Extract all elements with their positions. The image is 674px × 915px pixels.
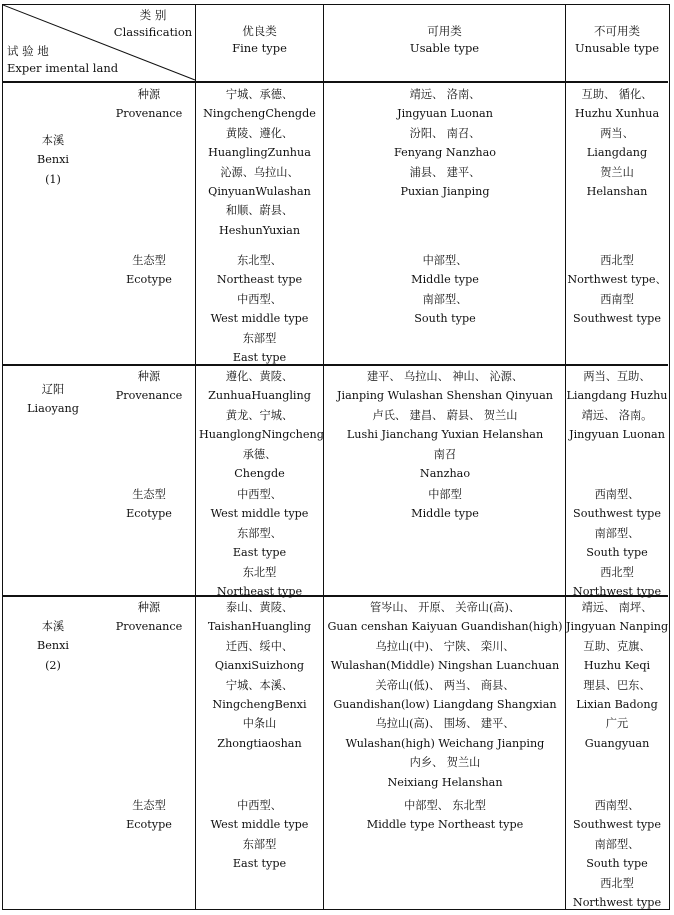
- cell-line-part: Suizhong: [251, 659, 305, 673]
- cell-line: [199, 163, 320, 182]
- cell-line: 种源: [137, 370, 161, 383]
- cell-line-part: Chengde: [265, 107, 316, 121]
- cell-line-part: Zunhua: [267, 146, 311, 160]
- cell-line: (1): [45, 172, 61, 186]
- cell-line: East type: [232, 351, 287, 365]
- cell-line-part: 和顺、: [225, 204, 260, 218]
- cell-line: [199, 386, 320, 405]
- cell-line: 东部型、: [237, 526, 282, 540]
- unusable-type-cell: [566, 485, 668, 601]
- cell-line: South type: [414, 312, 476, 326]
- cell-line: 浦县、 建平、: [409, 165, 481, 179]
- cell-line: Guangyuan: [584, 736, 650, 750]
- cell-line: 关帝山(低)、 两当、 商县、: [375, 678, 515, 692]
- cell-line: 西南型: [600, 292, 634, 306]
- group-label: [103, 796, 195, 835]
- cell-line: Guan censhan Kaiyuan Guandishan(high): [327, 620, 563, 634]
- group-label: [103, 85, 195, 124]
- cell-line: 承德、: [242, 447, 277, 461]
- cell-line-part: Qianxi: [214, 659, 252, 673]
- header-unusable-zh: 不可用类: [594, 24, 640, 38]
- site-name: [3, 131, 103, 189]
- cell-line: 两当、互助、: [583, 370, 651, 383]
- cell-line: West middle type: [210, 312, 309, 326]
- header-site: [7, 43, 127, 77]
- cell-line: 建平、 乌拉山、 神山、 沁源、: [366, 370, 524, 383]
- cell-line: Lixian Badong: [576, 698, 658, 712]
- cell-line: [199, 695, 320, 714]
- header-usable-zh: 可用类: [427, 24, 462, 38]
- cell-line: East type: [232, 857, 287, 871]
- cell-line: Liangdang: [586, 146, 648, 160]
- group-label: [103, 598, 195, 637]
- cell-line-part: Benxi: [274, 698, 307, 712]
- cell-line: 西南型、: [594, 488, 640, 501]
- usable-type-cell: [325, 85, 565, 201]
- cell-line: 西北型: [600, 254, 634, 267]
- cell-line: South type: [586, 546, 648, 560]
- cell-line: West middle type: [210, 818, 309, 832]
- cell-line-part: Ningcheng: [212, 698, 275, 712]
- cell-line: Ecotype: [126, 273, 172, 287]
- cell-line: Huzhu Xunhua: [574, 107, 660, 121]
- cell-line: [199, 598, 320, 617]
- cell-line: 贺兰山: [600, 165, 634, 179]
- cell-line: [199, 85, 320, 104]
- cell-line-part: 黄陵、: [259, 601, 294, 614]
- cell-line: [199, 406, 320, 425]
- cell-line: Northwest type: [572, 585, 662, 599]
- cell-line: Nanzhao: [419, 467, 471, 481]
- usable-type-cell: [325, 367, 565, 483]
- header-class-zh: 类 别: [139, 8, 167, 22]
- header-usable: [324, 23, 565, 57]
- cell-line: Provenance: [115, 620, 183, 634]
- cell-line-part: Yuxian: [262, 223, 301, 237]
- cell-line-part: Ningcheng: [261, 428, 324, 442]
- cell-line: Middle type: [411, 273, 479, 287]
- cell-line: [199, 124, 320, 143]
- cell-line: 东部型: [242, 331, 277, 345]
- cell-line: Liaoyang: [27, 402, 79, 416]
- cell-line: [199, 367, 320, 386]
- cell-line: Zhongtiaoshan: [217, 736, 302, 750]
- cell-line: Liangdang Huzhu: [566, 389, 668, 403]
- cell-line: (2): [45, 658, 61, 672]
- cell-line-part: Huangling: [208, 146, 268, 160]
- cell-line: Northeast type: [216, 585, 303, 599]
- cell-line: Huzhu Keqi: [583, 659, 651, 673]
- col-divider-2: [323, 5, 324, 909]
- cell-line: Southwest type: [573, 818, 661, 832]
- cell-line: 生态型: [132, 799, 166, 812]
- cell-line: Jingyuan Nanping: [566, 620, 669, 634]
- cell-line: 东部型: [242, 837, 277, 851]
- cell-line-part: 迁西、: [225, 639, 260, 653]
- cell-line: [199, 182, 320, 201]
- cell-line: 南部型、: [594, 837, 640, 851]
- cell-line-part: Qinyuan: [208, 185, 256, 199]
- cell-line: 乌拉山(中)、 宁陕、 栾川、: [375, 639, 515, 653]
- cell-line: [199, 104, 320, 123]
- cell-line-part: 本溪、: [259, 678, 294, 692]
- cell-line: Guandishan(low) Liangdang Shangxian: [333, 698, 557, 712]
- cell-line-part: 遵化、: [225, 370, 260, 383]
- cell-line: 两当、: [600, 126, 634, 140]
- header-classification: [113, 7, 193, 41]
- cell-line: Jingyuan Luonan: [569, 428, 665, 442]
- header-fine: [196, 23, 323, 57]
- cell-line: [199, 143, 320, 162]
- cell-line-part: Heshun: [218, 223, 263, 237]
- cell-line: 广元: [605, 717, 629, 731]
- site-name: [3, 380, 103, 419]
- cell-line: 南部型、: [594, 526, 640, 540]
- group-label: [103, 485, 195, 524]
- unusable-type-cell: [566, 598, 668, 753]
- cell-line: 西北型: [600, 565, 634, 579]
- site-name: [3, 617, 103, 675]
- cell-line-part: 蔚县、: [259, 204, 294, 218]
- cell-line: 中西型、: [237, 488, 282, 501]
- cell-line: 辽阳: [41, 383, 65, 396]
- cell-line-part: Wulashan: [255, 185, 311, 199]
- cell-line: 卢氏、 建昌、 蔚县、 贺兰山: [372, 408, 518, 422]
- unusable-type-cell: [566, 367, 668, 445]
- cell-line: Provenance: [115, 389, 183, 403]
- cell-line: Northwest type: [572, 896, 662, 910]
- cell-line: 中西型、: [237, 292, 282, 306]
- cell-line: 本溪: [41, 620, 65, 633]
- cell-line: 中部型、: [422, 254, 468, 267]
- header-unusable-en: Unusable type: [574, 41, 660, 55]
- cell-line: 东北型: [242, 565, 277, 579]
- cell-line: 靖远、 洛南。: [581, 408, 653, 422]
- cell-line: Southwest type: [573, 507, 661, 521]
- header-fine-zh: 优良类: [242, 24, 277, 38]
- cell-line-part: Ningcheng: [203, 107, 266, 121]
- cell-line: Helanshan: [586, 185, 648, 199]
- cell-line: [199, 221, 320, 240]
- cell-line-part: 沁源、: [220, 165, 254, 179]
- fine-type-cell: [199, 796, 320, 874]
- cell-line: South type: [586, 857, 648, 871]
- usable-type-cell: [325, 598, 565, 792]
- cell-line: Southwest type: [573, 312, 661, 326]
- cell-line: Northeast type: [216, 273, 303, 287]
- fine-type-cell: [199, 367, 324, 483]
- cell-line: 西南型、: [594, 799, 640, 812]
- cell-line: [199, 676, 320, 695]
- cell-line-part: 遵化、: [259, 126, 294, 140]
- cell-line-part: 宁城、: [225, 88, 260, 101]
- header-bottom-line: [3, 81, 668, 83]
- cell-line: [199, 617, 320, 636]
- cell-line: 南召: [433, 447, 457, 461]
- cell-line: 种源: [137, 88, 161, 101]
- cell-line: Lushi Jianchang Yuxian Helanshan: [346, 428, 544, 442]
- group-label: [103, 367, 195, 406]
- header-site-en: Exper imental land: [7, 61, 119, 75]
- group-label: [103, 251, 195, 290]
- site-divider-1: [3, 364, 668, 366]
- cell-line: 生态型: [132, 254, 166, 267]
- cell-line: [199, 656, 320, 675]
- cell-line: 生态型: [132, 488, 166, 501]
- header-unusable: [566, 23, 668, 57]
- cell-line-part: Huangling: [251, 389, 311, 403]
- cell-line: 靖远、 南坪、: [581, 601, 653, 614]
- cell-line: West middle type: [210, 507, 309, 521]
- cell-line: Benxi: [37, 153, 69, 167]
- cell-line: 互助、 循化、: [581, 88, 653, 101]
- fine-type-cell: [199, 251, 320, 367]
- header-class-en: Classification: [113, 25, 193, 39]
- cell-line: Northwest type、: [567, 273, 667, 287]
- cell-line: Fenyang Nanzhao: [393, 146, 497, 160]
- fine-type-cell: [199, 598, 320, 753]
- header-usable-en: Usable type: [409, 41, 480, 55]
- cell-line-part: 黄龙、: [225, 408, 260, 422]
- cell-line: 汾阳、 南召、: [409, 126, 481, 140]
- cell-line: 乌拉山(高)、 围场、 建平、: [375, 717, 515, 731]
- cell-line: Jianping Wulashan Shenshan Qinyuan: [337, 389, 553, 403]
- cell-line: 互助、克旗、: [583, 639, 651, 653]
- cell-line: Ecotype: [126, 818, 172, 832]
- cell-line: Neixiang Helanshan: [387, 775, 503, 789]
- cell-line: 靖远、 洛南、: [409, 88, 481, 101]
- cell-line: 内乡、 贺兰山: [409, 756, 481, 770]
- cell-line-part: Huangling: [251, 620, 312, 634]
- cell-line-part: 泰山、: [225, 601, 260, 614]
- cell-line-part: 承德、: [259, 88, 294, 101]
- usable-type-cell: [325, 796, 565, 835]
- cell-line: 中西型、: [237, 799, 282, 812]
- cell-line: 西北型: [600, 876, 634, 890]
- cell-line: Puxian Jianping: [400, 185, 490, 199]
- cell-line: Wulashan(high) Weichang Jianping: [345, 736, 545, 750]
- cell-line: 理县、巴东、: [583, 678, 651, 692]
- cell-line: Ecotype: [126, 507, 172, 521]
- cell-line: East type: [232, 546, 287, 560]
- cell-line: 南部型、: [422, 292, 468, 306]
- header-fine-en: Fine type: [232, 41, 287, 55]
- usable-type-cell: [325, 251, 565, 329]
- cell-line: [199, 637, 320, 656]
- cell-line-part: 宁城、: [225, 678, 260, 692]
- cell-line: 种源: [137, 601, 161, 614]
- cell-line-part: 宁城、: [259, 408, 294, 422]
- fine-type-cell: [199, 85, 320, 240]
- cell-line-part: Huanglong: [199, 428, 262, 442]
- cell-line: [199, 425, 324, 444]
- cell-line-part: Zunhua: [208, 389, 252, 403]
- cell-line: 中部型: [428, 488, 462, 501]
- cell-line-part: 黄陵、: [225, 126, 260, 140]
- classification-table: [2, 4, 670, 910]
- header-site-zh: 试 验 地: [7, 44, 49, 58]
- cell-line: Middle type Northeast type: [366, 818, 524, 832]
- cell-line: 管岑山、 开原、 关帝山(高)、: [369, 601, 521, 614]
- unusable-type-cell: [566, 251, 668, 329]
- cell-line-part: 黄陵、: [259, 370, 294, 383]
- cell-line: 中部型、 东北型: [404, 799, 486, 812]
- fine-type-cell: [199, 485, 320, 601]
- cell-line-part: 乌拉山、: [253, 165, 299, 179]
- cell-line-part: Taishan: [207, 620, 252, 634]
- cell-line: Middle type: [411, 507, 479, 521]
- cell-line: Chengde: [234, 467, 285, 481]
- cell-line: Benxi: [37, 639, 69, 653]
- cell-line: Jingyuan Luonan: [397, 107, 493, 121]
- col-divider-1: [195, 5, 196, 909]
- usable-type-cell: [325, 485, 565, 524]
- cell-line: [199, 201, 320, 220]
- cell-line: Provenance: [115, 107, 183, 121]
- cell-line-part: 绥中、: [259, 639, 294, 653]
- unusable-type-cell: [566, 85, 668, 201]
- cell-line: 东北型、: [237, 254, 282, 267]
- cell-line: 中条山: [242, 717, 277, 731]
- cell-line: Wulashan(Middle) Ningshan Luanchuan: [330, 659, 560, 673]
- cell-line: 本溪: [41, 134, 65, 147]
- unusable-type-cell: [566, 796, 668, 912]
